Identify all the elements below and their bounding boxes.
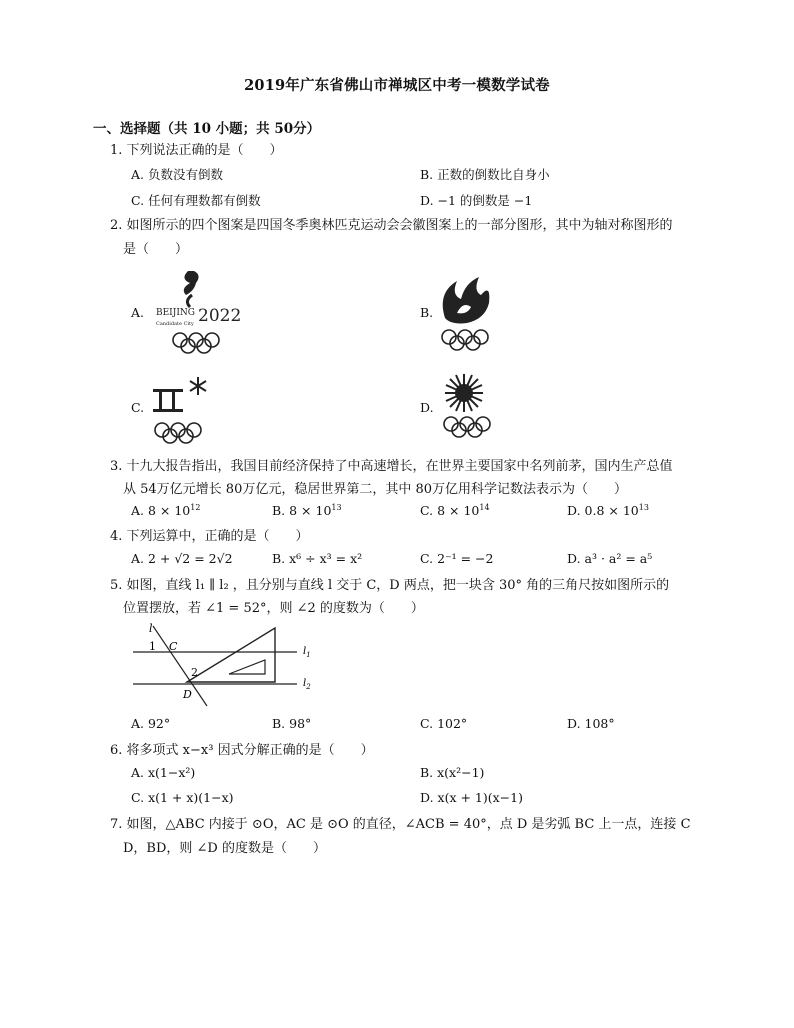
q2-option-c[interactable]: C. [131, 400, 145, 415]
question-7-stem-line2: D，BD，则 ∠D 的度数是（ ） [123, 841, 326, 856]
q1-option-a[interactable]: A. 负数没有倒数 [131, 167, 223, 182]
question-1-stem: 1. 下列说法正确的是（ ） [110, 143, 283, 158]
q2-option-b[interactable]: B. [420, 305, 434, 320]
page-title: 2019年广东省佛山市禅城区中考一模数学试卷 [244, 77, 550, 94]
q5-option-d[interactable]: D. 108° [567, 716, 615, 731]
q5-option-c[interactable]: C. 102° [420, 716, 468, 731]
q3-option-a[interactable]: A. $8 \times 10^{12}$ [131, 503, 201, 519]
olympic-rings-icon [444, 417, 490, 437]
question-2-stem-line1: 2. 如图所示的四个图案是四国冬季奥林匹克运动会会徽图案上的一部分图形，其中为轴对称图形的 [110, 218, 673, 233]
q3-option-d[interactable]: D. $0.8 \times 10^{13}$ [567, 503, 649, 519]
label-l: l [149, 622, 153, 635]
q5-option-b[interactable]: B. 98° [272, 716, 312, 731]
q4-option-b[interactable]: B. x⁶ ÷ x³ = x² [272, 551, 363, 566]
question-3-stem-line1: 3. 十九大报告指出，我国目前经济保持了中高速增长，在世界主要国家中名列前茅，国内生产总值 [110, 459, 673, 474]
q6-option-d[interactable]: D. x(x + 1)(x−1) [420, 790, 523, 805]
q6-option-b[interactable]: B. x(x²−1) [420, 765, 485, 780]
q6-option-a[interactable]: A. x(1−x²) [131, 765, 196, 780]
q5-geometry-figure [125, 620, 325, 710]
flame-emblem [435, 273, 505, 353]
year-text: 2022 [198, 306, 242, 326]
question-3-stem-line2: 从 54万亿元增长 80万亿元，稳居世界第二，其中 80万亿用科学记数法表示为（ ） [123, 482, 628, 497]
q1-option-b[interactable]: B. 正数的倒数比自身小 [420, 167, 550, 182]
triangle-ruler-inner [229, 660, 265, 674]
question-5-stem-line1: 5. 如图，直线 l₁ ∥ l₂ ，且分别与直线 l 交于 C，D 两点，把一块含 30° 角的三角尺按如图所示的 [110, 578, 670, 593]
question-4-stem: 4. 下列运算中，正确的是（ ） [110, 529, 309, 544]
olympic-rings-icon [173, 333, 219, 353]
candidate-text: Candidate City [156, 321, 194, 327]
question-5-stem-line2: 位置摆放，若 ∠1 = 52°，则 ∠2 的度数为（ ） [123, 601, 424, 616]
label-l2: $l_2$ [303, 678, 311, 691]
q1-option-c[interactable]: C. 任何有理数都有倒数 [131, 193, 261, 208]
q4-option-a[interactable]: A. 2 + √2 = 2√2 [131, 551, 233, 566]
label-angle-1: 1 [149, 640, 156, 653]
beijing-2022-emblem [150, 265, 250, 355]
q6-option-c[interactable]: C. x(1 + x)(1−x) [131, 790, 234, 805]
q3-option-c[interactable]: C. $8 \times 10^{14}$ [420, 503, 490, 519]
sun-emblem [437, 372, 507, 442]
q4-option-d[interactable]: D. a³ · a² = a⁵ [567, 551, 653, 566]
question-2-stem-line2: 是（ ） [123, 242, 189, 257]
snowflake-star-emblem [148, 375, 218, 445]
q2-option-d[interactable]: D. [420, 400, 434, 415]
label-l1: $l_1$ [303, 646, 311, 659]
beijing-figure-icon [184, 271, 199, 295]
q4-option-c[interactable]: C. 2⁻¹ = −2 [420, 551, 494, 566]
q5-option-a[interactable]: A. 92° [131, 716, 171, 731]
section-heading: 一、选择题（共 10 小题；共 50分） [93, 121, 321, 137]
label-d: D [183, 688, 192, 701]
q1-option-d[interactable]: D. −1 的倒数是 −1 [420, 193, 533, 208]
label-angle-2: 2 [191, 666, 198, 679]
line-l [153, 626, 207, 706]
q2-option-a[interactable]: A. [131, 305, 145, 320]
star-icon [190, 377, 206, 395]
olympic-rings-icon [155, 423, 201, 443]
q3-option-b[interactable]: B. $8 \times 10^{13}$ [272, 503, 342, 519]
olympic-rings-icon [442, 330, 488, 350]
beijing-text: BEIJING [156, 308, 195, 318]
label-c: C [169, 640, 178, 653]
question-7-stem-line1: 7. 如图，△ABC 内接于 ⊙O，AC 是 ⊙O 的直径，∠ACB = 40°，点 D 是劣弧 BC 上一点，连接 C [110, 817, 691, 832]
question-6-stem: 6. 将多项式 x−x³ 因式分解正确的是（ ） [110, 743, 374, 758]
